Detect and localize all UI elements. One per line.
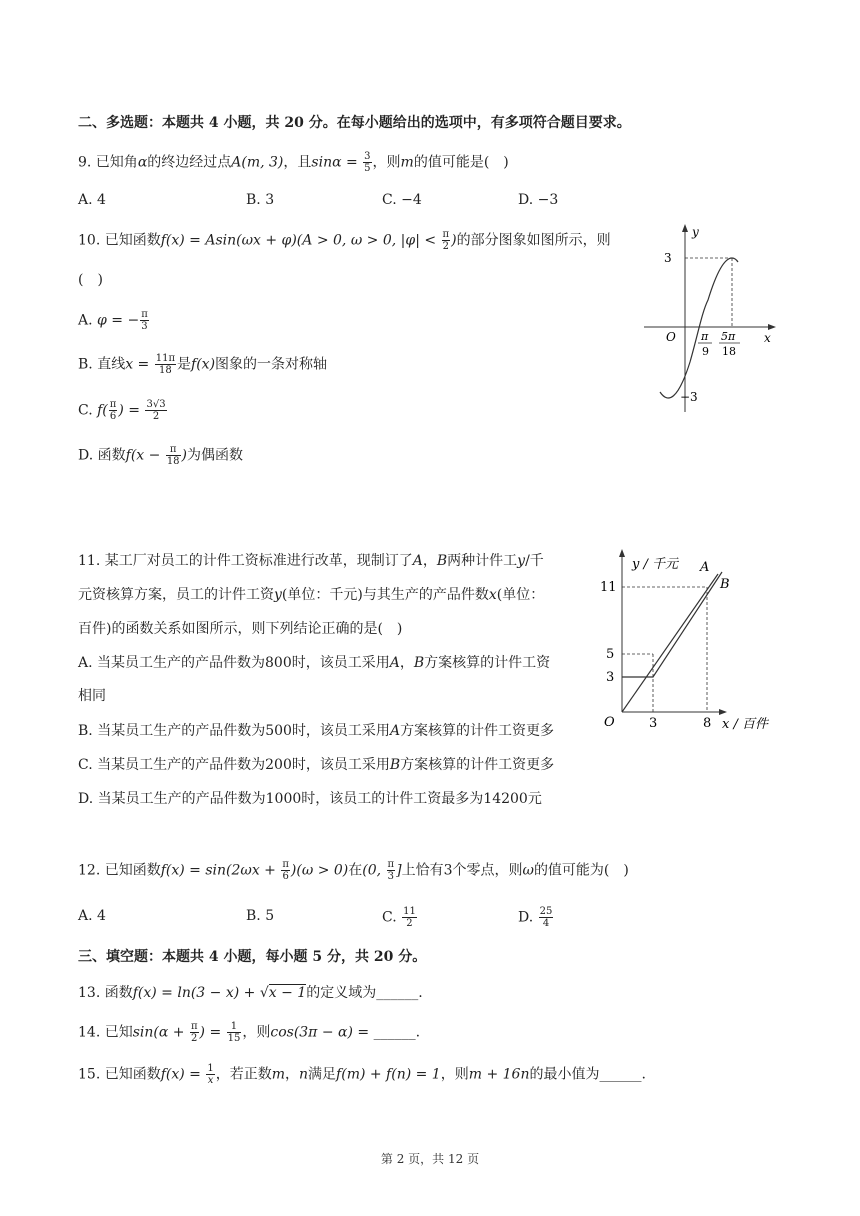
- x-tick-pi9-num: π: [701, 330, 709, 343]
- opt-math: B: [389, 757, 401, 773]
- q9-math: sinα =: [311, 154, 363, 171]
- q13-text: 的定义域为______.: [306, 985, 423, 1001]
- opt-math: x =: [125, 356, 154, 373]
- opt-text: 时，该员工采用: [291, 723, 390, 739]
- frac-den: 15: [227, 1033, 241, 1044]
- opt-math: B: [413, 655, 425, 671]
- frac-den: 2: [152, 411, 160, 422]
- q10-fraction: [442, 229, 451, 252]
- q15-text: ，则: [440, 1066, 469, 1083]
- q12-text: 个零点，则: [452, 862, 523, 879]
- opt-text: 是: [177, 356, 192, 373]
- q13-math: f(x) = ln(3 − x) + √: [132, 985, 269, 1001]
- q11-math: A: [412, 553, 423, 569]
- question-9-stem: [78, 151, 509, 174]
- opt-number: 500: [265, 723, 292, 739]
- frac-num: 1: [227, 1021, 242, 1033]
- opt-fraction: [140, 309, 149, 332]
- q9-option-a: A. 4: [78, 192, 106, 208]
- opt-text: 图象的一条对称轴: [215, 356, 328, 373]
- frac-num: 1: [207, 1063, 214, 1074]
- opt-text: C. 当某员工生产的产品件数为: [78, 757, 266, 773]
- frac-num: 3: [364, 151, 371, 162]
- q12-math: ]: [396, 862, 402, 879]
- question-14: [78, 1021, 420, 1044]
- q9-text: 的终边经过点: [147, 154, 232, 171]
- q11-text: /千: [525, 553, 544, 569]
- q10-option-a: [78, 309, 150, 332]
- x-tick-8: 8: [703, 716, 712, 731]
- q11-line-1: [78, 551, 544, 571]
- q11-option-a: [78, 653, 550, 673]
- opt-text: ，: [399, 655, 414, 671]
- opt-number: 800: [265, 655, 292, 671]
- opt-label: B. 直线: [78, 356, 126, 373]
- opt-label: A.: [78, 312, 98, 329]
- section-heading-multiple-choice: 二、多选题：本题共 4 小题，共 20 分。在每小题给出的选项中，有多项符合题目要求。: [78, 115, 631, 131]
- q14-blank: ______.: [373, 1024, 421, 1041]
- q12-fraction: [387, 859, 396, 882]
- q11-text: ，: [422, 553, 437, 569]
- q15-text: ，若正数: [215, 1066, 272, 1083]
- q11-text: (单位：千元)与其生产的产品件数: [281, 587, 489, 603]
- frac-den: 4: [542, 918, 550, 929]
- frac-num: π: [141, 309, 148, 320]
- question-12-stem: [78, 859, 629, 882]
- q13-text: 13. 函数: [78, 985, 133, 1001]
- q9-option-c: C. −4: [382, 192, 422, 208]
- y-axis-arrow: [682, 224, 688, 232]
- q12-math: (0,: [362, 862, 386, 879]
- q9-text: ，且: [283, 154, 312, 171]
- q12-math: ω: [522, 862, 534, 879]
- q12-text: 12. 已知函数: [78, 862, 161, 879]
- frac-den: 3: [141, 321, 148, 332]
- q9-fraction: [363, 151, 371, 174]
- q15-text: 的最小值为______.: [529, 1066, 646, 1083]
- frac-num: 11: [403, 906, 416, 917]
- q11-option-d: [78, 789, 542, 809]
- q14-text: 14. 已知: [78, 1024, 133, 1041]
- y-tick-3: 3: [606, 670, 615, 685]
- frac-num: π: [282, 859, 289, 870]
- opt-text: D. 当某员工生产的产品件数为: [78, 791, 266, 807]
- frac-den: 3: [387, 871, 395, 882]
- q11-math: y: [517, 553, 526, 569]
- q15-fraction: [206, 1063, 214, 1086]
- q10-answer-paren: ( ): [78, 272, 103, 288]
- opt-fraction: [402, 906, 417, 929]
- q9-option-d: D. −3: [518, 192, 559, 208]
- q11-option-b: [78, 721, 554, 741]
- opt-text: 元: [527, 791, 542, 807]
- q9-math: α: [137, 154, 148, 171]
- q10-math: f(x) = Asin(ωx + φ)(A > 0, ω > 0, |φ| <: [160, 232, 441, 249]
- y-axis-label: y / 千元: [632, 557, 678, 572]
- y-tick-11: 11: [600, 580, 617, 595]
- q11-line-2: [78, 585, 544, 605]
- q15-math: f(m) + f(n) = 1: [336, 1066, 441, 1083]
- q14-math: cos(3π − α) =: [270, 1024, 374, 1041]
- q14-fraction: [190, 1021, 199, 1044]
- opt-text: 为偶函数: [187, 447, 244, 464]
- q11-text: 元资核算方案，员工的计件工资: [78, 587, 274, 603]
- frac-den: 2: [442, 241, 450, 252]
- opt-text: A. 当某员工生产的产品件数为: [78, 655, 266, 671]
- x-tick-5pi18-num: 5π: [721, 330, 736, 343]
- q11-text: 两种计件工: [447, 553, 518, 569]
- q12-option-d: [518, 906, 554, 929]
- y-max-label: 3: [664, 251, 672, 265]
- opt-math: φ = −: [97, 312, 140, 329]
- frac-den: 18: [166, 456, 180, 467]
- q11-wage-graph: [594, 544, 790, 736]
- opt-label: C.: [78, 402, 98, 419]
- opt-text: 方案核算的计件工资更多: [400, 757, 555, 773]
- q9-option-b: B. 3: [246, 192, 275, 208]
- q10-text: 的部分图象如图所示，则: [456, 232, 611, 249]
- q12-number: 3: [443, 862, 453, 879]
- frac-den: 2: [191, 1033, 198, 1044]
- q12-option-b: B. 5: [246, 908, 275, 924]
- opt-math: ) =: [118, 402, 145, 419]
- line-a-label: A: [700, 560, 710, 575]
- opt-text: 方案核算的计件工资更多: [400, 723, 555, 739]
- y-axis-label: y: [692, 225, 699, 239]
- frac-num: π: [190, 1021, 198, 1032]
- q12-option-a: A. 4: [78, 908, 106, 924]
- opt-math: ): [181, 447, 188, 464]
- q10-sine-graph: [640, 222, 790, 420]
- q11-line-3: 百件)的函数关系如图所示，则下列结论正确的是( ): [78, 621, 403, 637]
- q12-text: 的值可能为( ): [533, 862, 629, 879]
- q12-option-c: [382, 906, 418, 929]
- opt-math: f(: [97, 402, 108, 419]
- opt-fraction: [539, 906, 554, 929]
- y-min-label: −3: [680, 390, 698, 404]
- question-15: [78, 1063, 646, 1086]
- q12-math: f(x) = sin(2ωx +: [160, 862, 281, 879]
- frac-den: 18: [159, 365, 172, 376]
- q9-math: A(m, 3): [231, 154, 284, 171]
- q12-math: )(ω > 0): [290, 862, 349, 879]
- opt-text: B. 当某员工生产的产品件数为: [78, 723, 266, 739]
- opt-math: f(x): [191, 356, 216, 373]
- q13-radicand: x − 1: [268, 985, 307, 1001]
- frac-num: 25: [539, 906, 553, 917]
- frac-den: x: [207, 1075, 214, 1086]
- frac-num: 3√3: [146, 399, 166, 410]
- q9-text: ，则: [372, 154, 401, 171]
- frac-num: π: [109, 399, 117, 410]
- section-heading-fill-in: 三、填空题：本题共 4 小题，每小题 5 分，共 20 分。: [78, 949, 427, 965]
- q9-text: 9. 已知角: [78, 154, 138, 171]
- x-axis-arrow: [719, 709, 727, 715]
- page-footer: 第 2 页，共 12 页: [380, 1152, 480, 1166]
- origin-label: O: [666, 330, 676, 344]
- q11-option-a-cont: 相同: [78, 688, 106, 704]
- q11-option-c: [78, 755, 554, 775]
- q11-math: y: [274, 587, 282, 603]
- q15-math: m: [271, 1066, 286, 1083]
- q15-math: n: [299, 1066, 309, 1083]
- q10-text: 10. 已知函数: [78, 232, 161, 249]
- opt-text: 时，该员工采用: [291, 655, 390, 671]
- q10-option-d: [78, 444, 243, 467]
- q14-text: ，则: [242, 1024, 271, 1041]
- q15-text: 满足: [308, 1066, 337, 1083]
- frac-num: π: [166, 444, 181, 456]
- x-tick-5pi18-den: 18: [722, 345, 736, 358]
- q11-text: 11. 某工厂对员工的计件工资标准进行改革，现制订了: [78, 553, 413, 569]
- q15-math: m + 16n: [468, 1066, 530, 1083]
- q11-math: x: [488, 587, 497, 603]
- q14-math: sin(α +: [132, 1024, 189, 1041]
- frac-num: π: [387, 859, 395, 870]
- opt-number: 14200: [483, 791, 528, 807]
- q11-math: B: [436, 553, 448, 569]
- x-tick-3: 3: [649, 716, 658, 731]
- opt-fraction: [155, 353, 176, 376]
- frac-den: 2: [406, 918, 413, 929]
- x-axis-label: x: [764, 331, 771, 345]
- question-10-stem: [78, 229, 611, 252]
- q15-math: f(x) =: [160, 1066, 206, 1083]
- opt-label: D. 函数: [78, 447, 126, 464]
- q14-math: ) =: [199, 1024, 226, 1041]
- frac-num: π: [442, 229, 450, 240]
- y-tick-5: 5: [606, 647, 615, 662]
- q12-text: 上恰有: [401, 862, 444, 879]
- opt-label: C.: [382, 909, 402, 926]
- question-13: [78, 983, 423, 1003]
- opt-fraction: [145, 399, 166, 422]
- frac-den: 5: [364, 163, 371, 174]
- line-b-label: B: [720, 577, 730, 592]
- q15-text: 15. 已知函数: [78, 1066, 161, 1083]
- opt-math: A: [389, 723, 401, 739]
- frac-den: 6: [282, 871, 289, 882]
- opt-fraction: [166, 444, 181, 467]
- opt-fraction: [109, 399, 118, 422]
- frac-num: 11π: [155, 353, 176, 364]
- x-tick-pi9-den: 9: [702, 345, 709, 358]
- opt-math: A: [389, 655, 400, 671]
- q12-fraction: [281, 859, 290, 882]
- opt-number: 200: [265, 757, 292, 773]
- opt-label: D.: [518, 909, 538, 926]
- opt-number: 1000: [265, 791, 302, 807]
- q12-text: 在: [348, 862, 363, 879]
- opt-math: f(x −: [125, 447, 165, 464]
- origin-label: O: [604, 715, 615, 730]
- q9-math: m: [400, 154, 414, 171]
- line-a: [622, 574, 718, 712]
- q11-text: (单位：: [496, 587, 545, 603]
- frac-den: 6: [109, 411, 117, 422]
- q10-math: ): [451, 232, 457, 249]
- y-axis-arrow: [619, 549, 625, 557]
- q10-option-b: [78, 353, 327, 376]
- q10-option-c: [78, 399, 168, 422]
- opt-text: 方案核算的计件工资: [424, 655, 551, 671]
- q15-text: ，: [285, 1066, 300, 1083]
- sine-curve: [660, 258, 738, 398]
- opt-text: 时，该员工采用: [291, 757, 390, 773]
- q14-fraction: [227, 1021, 242, 1044]
- x-axis-label: x / 百件: [722, 717, 768, 732]
- q9-text: 的值可能是( ): [413, 154, 509, 171]
- x-axis-arrow: [768, 324, 776, 330]
- opt-text: 时，该员工的计件工资最多为: [301, 791, 484, 807]
